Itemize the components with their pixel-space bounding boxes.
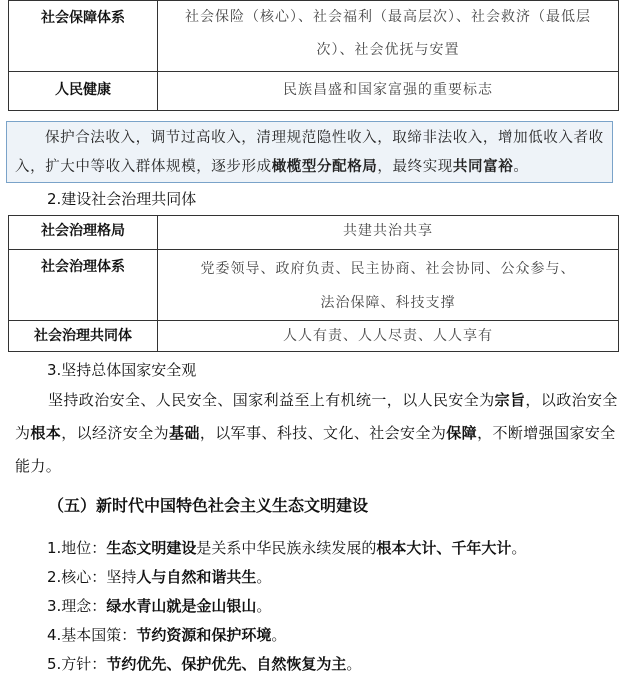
para-text: 坚持政治安全、人民安全、国家利益至上有机统一，以人民安全为 <box>48 391 495 409</box>
para-text: ，以政治安全为 <box>15 391 618 442</box>
social-governance-table <box>8 215 619 352</box>
note-text: ，最终实现 <box>377 159 453 175</box>
item-prefix: 5.方针： <box>47 655 107 673</box>
row-value <box>158 250 619 321</box>
item-text: 。 <box>346 655 362 673</box>
row-label: 社会治理体系 <box>9 250 158 321</box>
value-line: 党委领导、政府负责、民主协商、社会协同、公众参与、 <box>200 261 576 277</box>
para-bold: 根本 <box>30 424 62 442</box>
item-text: 。 <box>256 597 272 615</box>
note-text: 。 <box>513 159 529 175</box>
note-bold: 橄榄型分配格局 <box>271 159 378 175</box>
row-value: 社会保险（核心）、社会福利（最高层次）、社会救济（最低层次）、社会优抚与安置 <box>158 1 619 72</box>
item-prefix: 4.基本国策： <box>47 626 137 644</box>
table-row <box>9 321 619 352</box>
list-item <box>47 566 271 587</box>
list-item <box>47 537 526 558</box>
item-prefix: 2.核心： <box>47 568 107 586</box>
item-bold: 根本大计、千年大计 <box>376 539 512 557</box>
row-label: 人民健康 <box>9 72 158 111</box>
table-row <box>9 1 619 72</box>
item-bold: 生态文明建设 <box>106 539 197 557</box>
para-bold: 保障 <box>446 424 478 442</box>
item-text: 是关系中华民族永续发展的 <box>196 539 377 557</box>
item-text: 。 <box>511 539 527 557</box>
heading-national-security: 3.坚持总体国家安全观 <box>47 361 197 379</box>
table-row <box>9 72 619 111</box>
item-prefix: 1.地位： <box>47 539 107 557</box>
note-bold: 共同富裕 <box>452 159 514 175</box>
para-text: ，以经济安全为 <box>61 424 170 442</box>
security-paragraph <box>15 384 620 483</box>
heading-social-governance: 2.建设社会治理共同体 <box>47 190 197 208</box>
income-distribution-note <box>6 121 613 183</box>
para-bold: 基础 <box>169 424 200 442</box>
item-prefix: 3.理念： <box>47 597 107 615</box>
item-text: 坚持 <box>106 568 137 586</box>
note-text: 保护合法收入，调节过高收入，清理规范隐性收入，取缔非法收入，增加低收入者收入，扩大中等收入群体规模，逐步形成 <box>15 130 604 175</box>
item-bold: 节约资源和保护环境 <box>136 626 272 644</box>
item-bold: 节约优先、保护优先、自然恢复为主 <box>106 655 347 673</box>
item-text: 。 <box>271 626 287 644</box>
item-bold: 人与自然和谐共生 <box>136 568 257 586</box>
list-item <box>47 595 271 616</box>
value-line: 法治保障、科技支撑 <box>320 295 456 311</box>
para-text: ，以军事、科技、文化、社会安全为 <box>199 424 447 442</box>
social-security-table <box>8 0 619 111</box>
table-row <box>9 250 619 321</box>
list-item <box>47 624 286 645</box>
row-value: 共建共治共享 <box>158 216 619 250</box>
list-item <box>47 653 361 674</box>
para-text: ，不断增强国家安全能力。 <box>15 424 616 475</box>
para-bold: 宗旨 <box>494 391 526 409</box>
row-value: 民族昌盛和国家富强的重要标志 <box>158 72 619 111</box>
item-text: 。 <box>256 568 272 586</box>
row-label: 社会治理格局 <box>9 216 158 250</box>
item-bold: 绿水青山就是金山银山 <box>106 597 257 615</box>
row-value: 人人有责、人人尽责、人人享有 <box>158 321 619 352</box>
row-label: 社会保障体系 <box>9 1 158 72</box>
row-label: 社会治理共同体 <box>9 321 158 352</box>
section-title: （五）新时代中国特色社会主义生态文明建设 <box>48 496 369 515</box>
table-row <box>9 216 619 250</box>
